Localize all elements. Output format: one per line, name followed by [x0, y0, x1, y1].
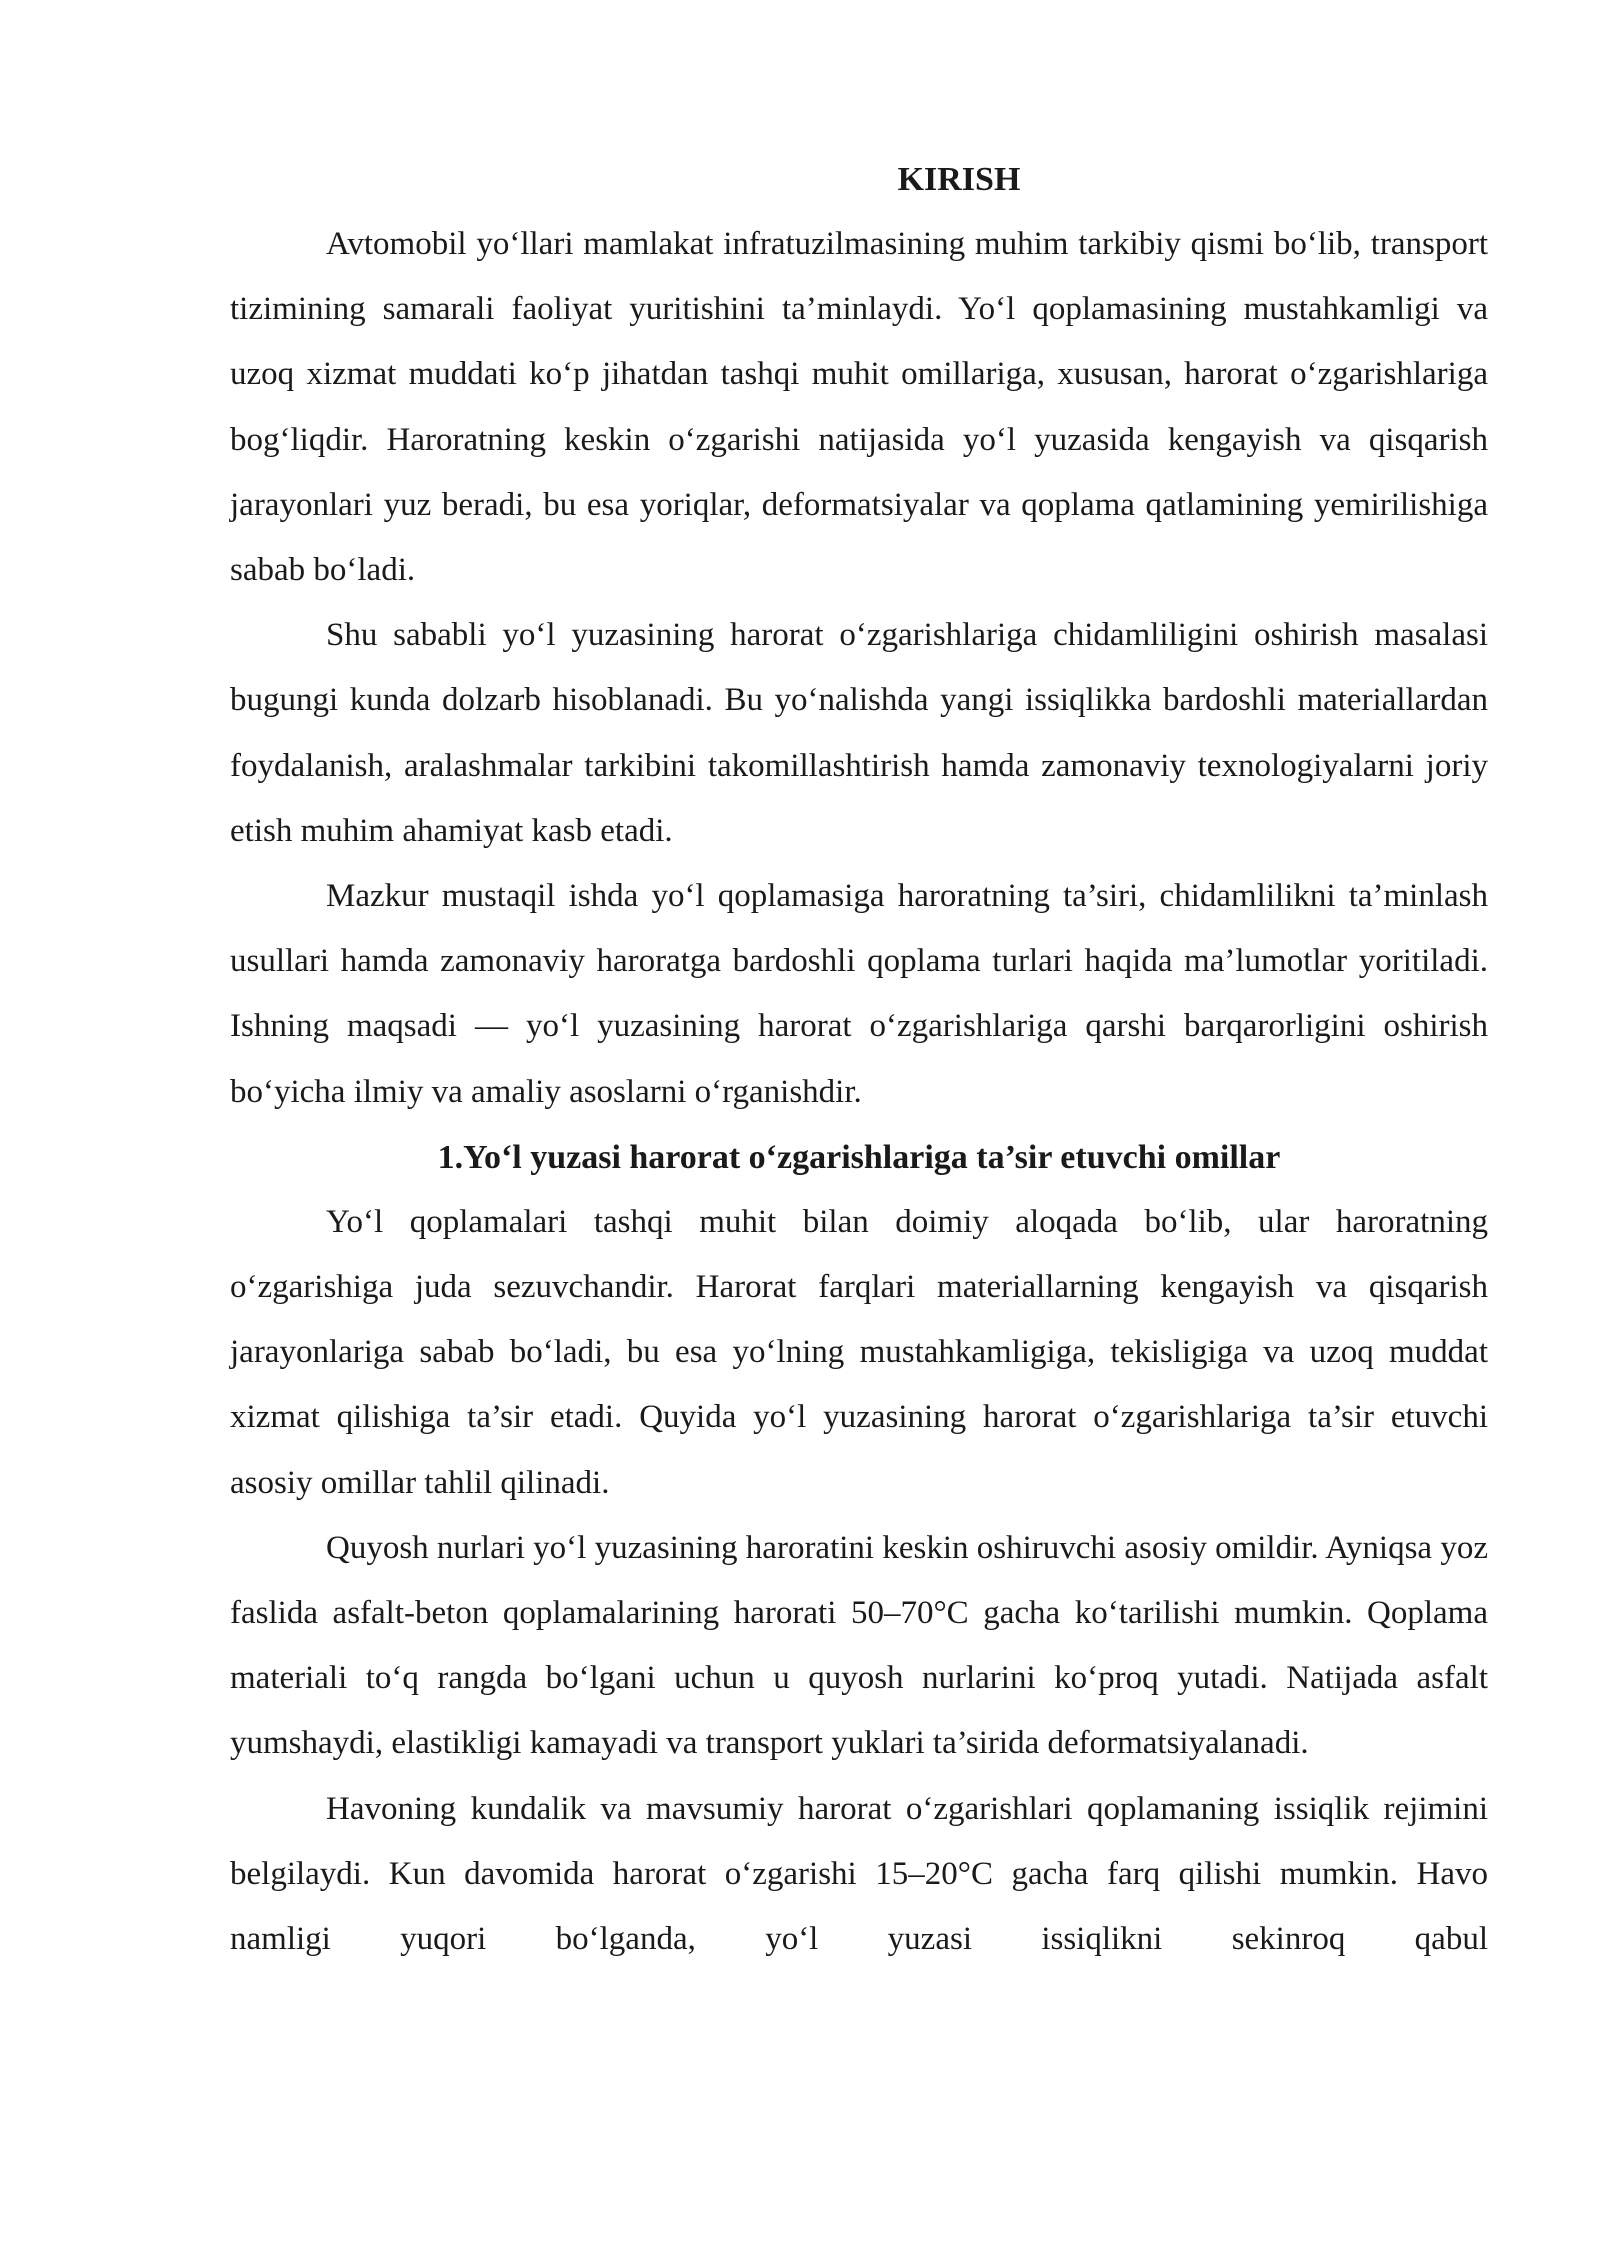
intro-paragraph-1: Avtomobil yo‘llari mamlakat infratuzilmasining muhim tarkibiy qismi bo‘lib, transport tizimining samarali faoliyat yuritishini ta’minlaydi. Yo‘l qoplamasining mustahkamligi va uzoq xizmat muddati ko‘p jihatdan tashqi muhit omillariga, xususan, harorat o‘zgarishlariga bog‘liqdir. Haroratning keskin o‘zgarishi natijasida yo‘l yuzasida kengayish va qisqarish jarayonlari yuz beradi, bu esa yoriqlar, deformatsiyalar va qoplama qatlamining yemirilishiga sabab bo‘ladi. [230, 226, 1488, 589]
page-content [230, 147, 1488, 1972]
section-1-paragraph-1: Yo‘l qoplamalari tashqi muhit bilan doimiy aloqada bo‘lib, ular haroratning o‘zgarishiga juda sezuvchandir. Harorat farqlari materiallarning kengayish va qisqarish jarayonlariga sabab bo‘ladi, bu esa yo‘lning mustahkamligiga, tekisligiga va uzoq muddat xizmat qilishiga ta’sir etadi. Quyida yo‘l yuzasining harorat o‘zgarishlariga ta’sir etuvchi asosiy omillar tahlil qilinadi. [230, 1203, 1488, 1501]
section-1-paragraph-3: Havoning kundalik va mavsumiy harorat o‘zgarishlari qoplamaning issiqlik rejimini belgilaydi. Kun davomida harorat o‘zgarishi 15–20°C gacha farq qilishi mumkin. Havo namligi yuqori bo‘lganda, yo‘l yuzasi issiqlikni sekinroq qabul [230, 1790, 1488, 1958]
intro-paragraph-3: Mazkur mustaqil ishda yo‘l qoplamasiga haroratning ta’siri, chidamlilikni ta’minlash usullari hamda zamonaviy haroratga bardoshli qoplama turlari haqida ma’lumotlar yoritiladi. Ishning maqsadi — yo‘l yuzasining harorat o‘zgarishlariga qarshi barqarorligini oshirish bo‘yicha ilmiy va amaliy asoslarni o‘rganishdir. [230, 878, 1488, 1110]
section-1-heading: 1.Yo‘l yuzasi harorat o‘zgarishlariga ta’sir etuvchi omillar [437, 1138, 1281, 1176]
page-title: KIRISH [897, 161, 1021, 198]
intro-paragraph-2: Shu sababli yo‘l yuzasining harorat o‘zgarishlariga chidamliligini oshirish masalasi bugungi kunda dolzarb hisoblanadi. Bu yo‘nalishda yangi issiqlikka bardoshli materiallardan foydalanish, aralashmalar tarkibini takomillashtirish hamda zamonaviy texnologiyalarni joriy etish muhim ahamiyat kasb etadi. [230, 617, 1488, 849]
section-1-paragraph-2: Quyosh nurlari yo‘l yuzasining haroratini keskin oshiruvchi asosiy omildir. Ayniqsa yoz faslida asfalt-beton qoplamalarining harorati 50–70°C gacha ko‘tarilishi mumkin. Qoplama materiali to‘q rangda bo‘lgani uchun u quyosh nurlarini ko‘proq yutadi. Natijada asfalt yumshaydi, elastikligi kamayadi va transport yuklari ta’sirida deformatsiyalanadi. [230, 1529, 1488, 1762]
